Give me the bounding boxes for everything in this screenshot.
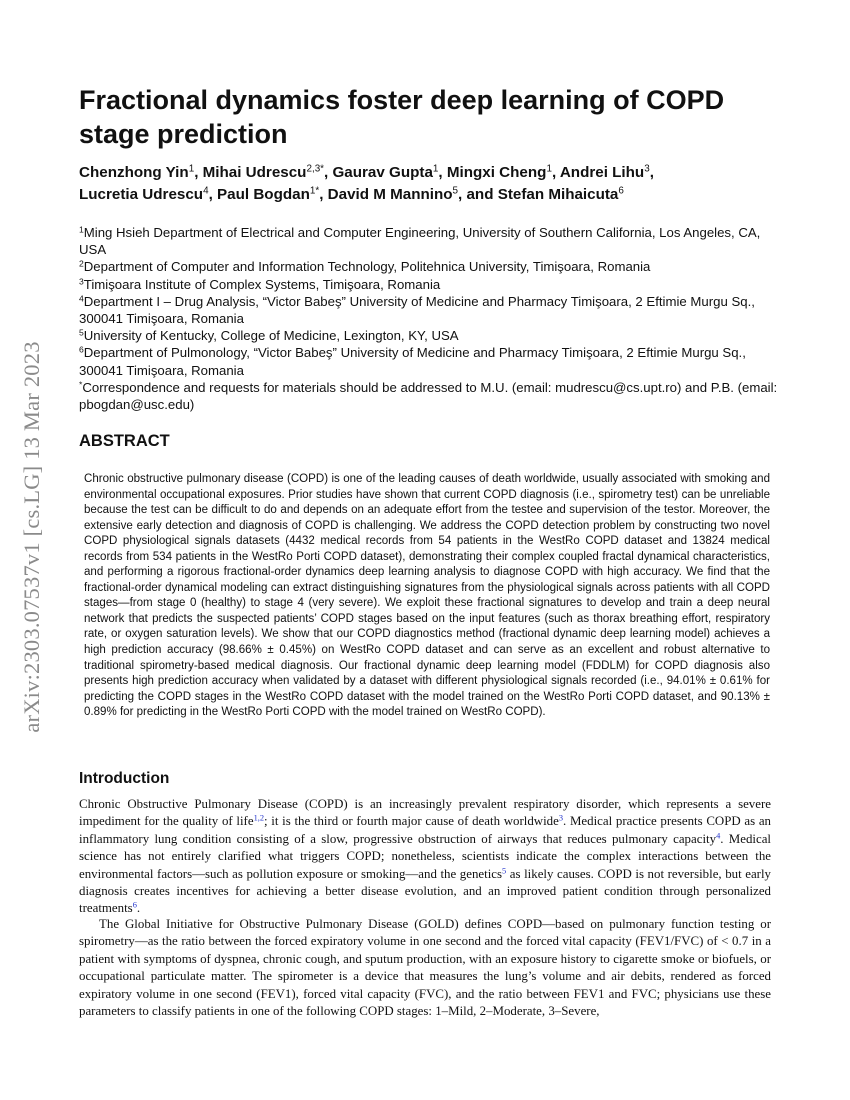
- author-separator: , and: [458, 186, 498, 203]
- author-affiliation-mark: 3: [644, 163, 650, 175]
- author-affiliation-mark: 2,3*: [306, 163, 325, 175]
- author-affiliation-mark: 6: [618, 185, 624, 197]
- affiliation-item: [79, 344, 779, 378]
- intro-text: Chronic Obstructive Pulmonary Disease (COPD) is an increasingly prevalent respiratory disorder, which represents a severe impediment for the quality of life: [79, 797, 771, 829]
- author-affiliation-mark: 1*: [309, 185, 320, 197]
- author-separator: ,: [194, 164, 203, 181]
- arxiv-identifier-text: arXiv:2303.07537v1 [cs.LG] 13 Mar 2023: [19, 341, 44, 733]
- affiliation-item: [79, 224, 779, 258]
- intro-text: ; it is the third or fourth major cause of death worldwide: [264, 814, 559, 829]
- author-name: Paul Bogdan: [217, 186, 310, 203]
- affiliation-item: [79, 276, 779, 293]
- affiliation-mark: 4: [79, 293, 84, 304]
- author-name: Mihai Udrescu: [202, 164, 307, 181]
- citation-link[interactable]: 4: [716, 831, 721, 841]
- author-list: [79, 162, 779, 206]
- introduction-paragraph-2: The Global Initiative for Obstructive Pulmonary Disease (GOLD) defines COPD—based on pulmonary function testing or spirometry—as the ratio between the forced expiratory volume in one second and the forced vital capacity (FEV1/FVC) of < 0.7 in a patient with symptoms of dyspnea, chronic cough, and sputum production, with an exposure history to cigarette smoke or biofuels, or occupational particulate matter. The spirometer is a device that measures the lung’s volume and air debits, rendered as forced expiratory volume in one second (FEV1), forced vital capacity (FVC), and the ratio between FEV1 and FVC; physicians use these parameters to classify patients in one of the following COPD stages: 1–Mild, 2–Moderate, 3–Severe,: [79, 917, 771, 1019]
- author-affiliation-mark: 4: [203, 185, 209, 197]
- affiliation-text: Department of Computer and Information Technology, Politehnica University, Timişoara, Romania: [83, 259, 651, 275]
- author-name: Gaurav Gupta: [332, 164, 433, 181]
- affiliation-text: University of Kentucky, College of Medicine, Lexington, KY, USA: [83, 328, 459, 344]
- affiliation-mark: 5: [79, 327, 84, 338]
- affiliation-text: Timişoara Institute of Complex Systems, Timişoara, Romania: [83, 276, 441, 292]
- introduction-heading: Introduction: [79, 770, 170, 787]
- author-separator: ,: [324, 164, 333, 181]
- author-separator: ,: [319, 186, 328, 203]
- affiliation-item: [79, 293, 779, 327]
- affiliation-text: Ming Hsieh Department of Electrical and Computer Engineering, University of Southern California, Los Angeles, CA, USA: [79, 225, 761, 258]
- author-affiliation-mark: 5: [452, 185, 459, 197]
- author-name: Lucretia Udrescu: [79, 186, 204, 203]
- intro-text: as likely causes. COPD is not reversible, but early diagnosis creates incentives for achieving a better disease evolution, and an improved patient condition through personalized treatments: [79, 866, 772, 916]
- introduction-paragraph-1: [79, 796, 771, 918]
- intro-text: . Medical practice presents COPD as an inflammatory lung condition consisting of a slow, progressive obstruction of airways that reduces pulmonary capacity: [79, 814, 772, 846]
- abstract-heading: ABSTRACT: [79, 432, 170, 450]
- intro-text: .: [136, 901, 141, 916]
- affiliation-text: Department I – Drug Analysis, “Victor Babeş” University of Medicine and Pharmacy Timişoara, 2 Eftimie Murgu Sq., 300041 Timişoara, Romania: [79, 293, 755, 327]
- abstract-body: Chronic obstructive pulmonary disease (COPD) is one of the leading causes of death worldwide, usually associated with smoking and environmental occupational exposures. Prior studies have shown that current COPD diagnosis (i.e., spirometry test) can be unreliable because the test can be difficult to do and depends on an adequate effort from the testee and supervision of the testor. Moreover, the extensive early detection and diagnosis of COPD is challenging. We address the COPD detection problem by constructing two novel COPD physiological signals datasets (4432 medical records from 54 patients in the WestRo COPD dataset and 13824 medical records from 534 patients in the WestRo Porti COPD dataset), demonstrating their complex coupled fractal dynamical characteristics, and performing a rigorous fractional-order dynamics deep learning analysis to diagnose COPD with high accuracy. We find that the fractional-order dynamical modeling can extract distinguishing signatures from the physiological signals across patients with all COPD stages—from stage 0 (healthy) to stage 4 (very severe). We exploit these fractional signatures to develop and train a deep neural network that predicts the suspected patients’ COPD stages based on the input features (such as thorax breathing effort, respiratory rate, or oxygen saturation levels). We show that our COPD diagnostics method (fractional dynamic deep learning model) achieves a high prediction accuracy (98.66% ± 0.45%) on WestRo COPD dataset and can serve as an excellent and robust alternative to traditional spirometry-based medical diagnosis. Our fractional dynamic deep learning model (FDDLM) for COPD diagnosis also presents high prediction accuracy when validated by a dataset with different physiological signals recorded (i.e., 94.01% ± 0.61% for predicting the COPD stages in the WestRo COPD dataset with the model trained on the WestRo Porti COPD dataset, and 90.13% ± 0.89% for predicting in the WestRo Porti COPD with the model trained on WestRo COPD).: [84, 473, 770, 719]
- author-name: Andrei Lihu: [559, 164, 645, 181]
- affiliation-mark: 1: [79, 224, 84, 235]
- citation-link[interactable]: 3: [558, 813, 564, 823]
- author-name: Stefan Mihaicuta: [497, 186, 619, 203]
- affiliation-mark: *: [79, 379, 83, 390]
- affiliation-text: Department of Pulmonology, “Victor Babeş” University of Medicine and Pharmacy Timişoara, 2 Eftimie Murgu Sq., 300041 Timişoara, Romania: [79, 345, 746, 378]
- affiliation-item: [79, 258, 779, 275]
- intro-text: . Medical science has not entirely clarified what triggers COPD; nonetheless, scientists indicate the complex interactions between the environmental factors—such as pollution exposure or smoking—and the genetics: [79, 831, 771, 881]
- affiliation-item: [79, 379, 779, 413]
- author-name: David M Mannino: [327, 186, 453, 203]
- citation-link[interactable]: 1,2: [253, 813, 265, 823]
- affiliation-mark: 3: [79, 275, 84, 286]
- affiliation-list: [79, 224, 779, 413]
- author-affiliation-mark: 1: [432, 163, 439, 175]
- author-affiliation-mark: 1: [188, 163, 195, 175]
- affiliation-text: Correspondence and requests for materials should be addressed to M.U. (email: mudrescu@cs.upt.ro) and P.B. (email: pbogdan@usc.edu): [79, 379, 778, 413]
- author-name: Mingxi Cheng: [446, 164, 547, 181]
- paper-title: Fractional dynamics foster deep learning of COPD stage prediction: [79, 85, 725, 149]
- author-name: Chenzhong Yin: [79, 164, 189, 181]
- citation-link[interactable]: 6: [132, 900, 137, 910]
- author-separator: ,: [208, 186, 218, 203]
- author-affiliation-mark: 1: [546, 163, 552, 175]
- author-separator: ,: [551, 164, 560, 181]
- affiliation-mark: 6: [79, 344, 84, 355]
- author-separator: ,: [649, 164, 654, 181]
- affiliation-mark: 2: [79, 258, 84, 269]
- citation-link[interactable]: 5: [502, 866, 507, 876]
- author-separator: ,: [438, 164, 447, 181]
- affiliation-item: [79, 327, 779, 344]
- arxiv-identifier: [8, 287, 56, 787]
